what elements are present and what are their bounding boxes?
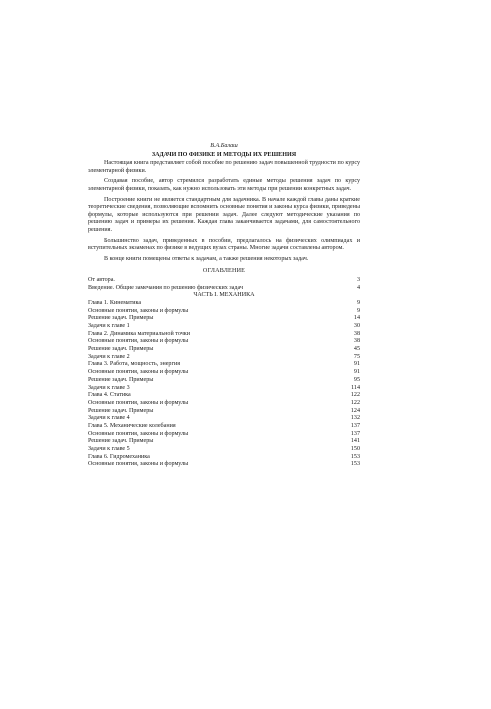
toc-preface-list xyxy=(88,277,360,292)
toc-entry-page: 9 xyxy=(356,299,360,306)
intro-paragraph: Создавая пособие, автор стремился разработать единые методы решения задач по курсу элементарной физики, показать, как нужно использовать эти методы при решении конкретных задач. xyxy=(88,178,360,192)
toc-entry xyxy=(88,377,360,385)
toc-entry-title: Решение задач. Примеры xyxy=(88,407,154,414)
toc-entry-title: Решение задач. Примеры xyxy=(88,376,154,383)
toc-entry-page: 38 xyxy=(353,338,360,345)
toc-entry-title: Решение задач. Примеры xyxy=(88,346,154,353)
toc-entry-page: 141 xyxy=(350,438,360,445)
toc-entry-page: 153 xyxy=(350,453,360,460)
toc-entry-page: 95 xyxy=(353,376,360,383)
book-title: ЗАДАЧИ ПО ФИЗИКЕ И МЕТОДЫ ИХ РЕШЕНИЯ xyxy=(151,151,297,158)
toc-entry-title: Задачи к главе 1 xyxy=(88,323,130,330)
toc-entry xyxy=(88,415,360,423)
toc-entry xyxy=(88,346,360,354)
toc-entry-page: 9 xyxy=(356,307,360,314)
toc-list xyxy=(88,300,360,469)
intro-section xyxy=(88,160,360,263)
toc-entry xyxy=(88,285,360,293)
toc-entry-title: Глава 6. Гидромеханика xyxy=(88,453,150,460)
toc-entry xyxy=(88,385,360,393)
intro-paragraph: Построение книги не является стандартным для задачника. В начале каждой главы даны краткие теоретические сведения, позволяющие вспомнить основные понятия и законы курса физики, приведены формулы, которые используются при решении задач. Далее следуют методические указания по решению задач и примеры их решения. Каждая глава заканчивается задачами, для самостоятельного решения. xyxy=(88,196,360,233)
toc-entry-title: Глава 4. Статика xyxy=(88,392,131,399)
toc-entry-page: 91 xyxy=(353,369,360,376)
toc-entry xyxy=(88,408,360,416)
toc-entry xyxy=(88,361,360,369)
toc-entry-page: 150 xyxy=(350,446,360,453)
toc-entry-title: Основные понятия, законы и формулы xyxy=(88,369,189,376)
toc-entry-page: 124 xyxy=(350,407,360,414)
toc-entry xyxy=(88,315,360,323)
toc-entry-page: 38 xyxy=(353,330,360,337)
toc-entry xyxy=(88,431,360,439)
toc-entry-title: Задачи к главе 5 xyxy=(88,446,130,453)
toc-entry-title: Решение задач. Примеры xyxy=(88,315,154,322)
author-name: В.А.Балаш xyxy=(210,143,238,149)
toc-entry-title: Основные понятия, законы и формулы xyxy=(88,307,189,314)
toc-entry-page: 4 xyxy=(356,284,360,291)
toc-entry-title: Задачи к главе 4 xyxy=(88,415,130,422)
toc-entry-page: 14 xyxy=(353,315,360,322)
toc-entry-page: 137 xyxy=(350,430,360,437)
toc-entry-page: 153 xyxy=(350,461,360,468)
part-heading: ЧАСТЬ I. МЕХАНИКА xyxy=(193,292,255,299)
toc-entry-page: 30 xyxy=(353,323,360,330)
toc-entry-page: 122 xyxy=(350,392,360,399)
toc-entry-title: Глава 3. Работа, мощность, энергия xyxy=(88,361,181,368)
toc-entry-title: Решение задач. Примеры xyxy=(88,438,154,445)
toc-entry-title: Введение. Общие замечания по решению физических задач xyxy=(88,284,244,291)
toc-entry-title: Основные понятия, законы и формулы xyxy=(88,399,189,406)
toc-entry-page: 132 xyxy=(350,415,360,422)
toc-entry xyxy=(88,369,360,377)
intro-paragraph: В конце книги помещены ответы к задачам, а также решения некоторых задач. xyxy=(104,255,309,262)
toc-entry-page: 91 xyxy=(353,361,360,368)
toc-entry xyxy=(88,300,360,308)
toc-entry-page: 137 xyxy=(350,422,360,429)
toc-entry-title: Основные понятия, законы и формулы xyxy=(88,338,189,345)
toc-entry-title: От автора. xyxy=(88,276,115,283)
toc-entry-title: Глава 1. Кинематика xyxy=(88,299,142,306)
toc-entry-title: Задачи к главе 3 xyxy=(88,384,130,391)
toc-entry xyxy=(88,446,360,454)
toc-entry-page: 45 xyxy=(353,346,360,353)
toc-entry-page: 75 xyxy=(353,353,360,360)
intro-paragraph: Настоящая книга представляет собой пособие по решению задач повышенной трудности по курсу элементарной физики. xyxy=(88,160,360,174)
toc-entry xyxy=(88,423,360,431)
toc-entry xyxy=(88,461,360,469)
intro-paragraph: Большинство задач, приведенных в пособии, предлагалось на физических олимпиадах и вступительных экзаменах по физике в ведущих вузах страны. Многие задачи составлены автором. xyxy=(88,237,360,252)
toc-entry-title: Основные понятия, законы и формулы xyxy=(88,461,189,468)
toc-entry-title: Глава 5. Механические колебания xyxy=(88,422,176,429)
toc-entry xyxy=(88,323,360,331)
document-page xyxy=(88,143,360,469)
toc-entry xyxy=(88,438,360,446)
toc-entry xyxy=(88,338,360,346)
toc-entry-title: Задачи к главе 2 xyxy=(88,353,130,360)
toc-entry-page: 3 xyxy=(356,276,360,283)
toc-entry xyxy=(88,400,360,408)
toc-entry-page: 114 xyxy=(351,384,360,391)
toc-entry xyxy=(88,392,360,400)
toc-entry-page: 122 xyxy=(350,399,360,406)
toc-title: ОГЛАВЛЕНИЕ xyxy=(202,268,246,275)
toc-entry-title: Глава 2. Динамика материальной точки xyxy=(88,330,190,337)
toc-entry-title: Основные понятия, законы и формулы xyxy=(88,430,189,437)
toc-entry xyxy=(88,277,360,285)
toc-entry xyxy=(88,308,360,316)
